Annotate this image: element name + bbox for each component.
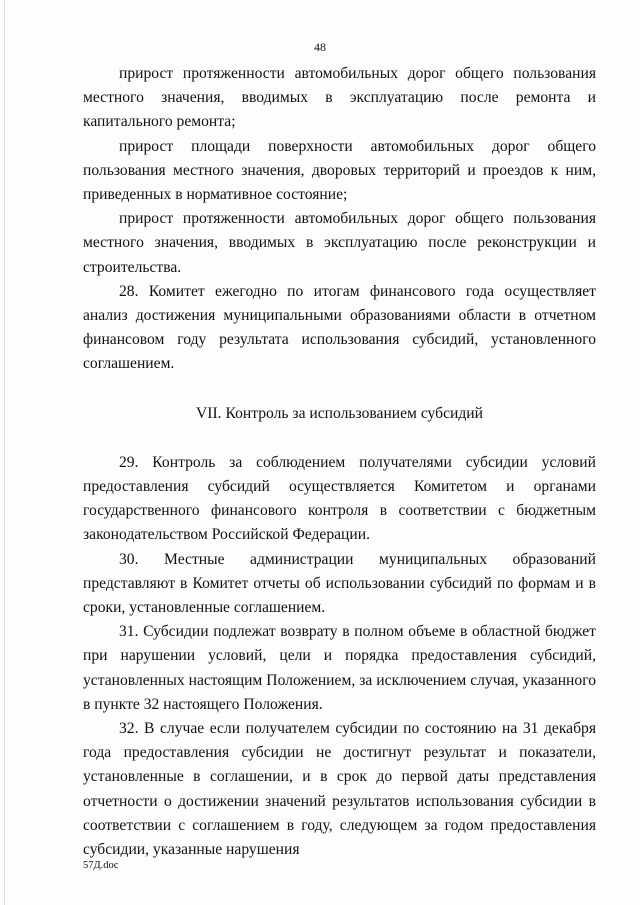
document-body <box>83 62 596 862</box>
section-heading: VII. Контроль за использованием субсидий <box>196 404 483 422</box>
paragraph-road-repair: прирост протяженности автомобильных дорог общего пользования местного значения, вводимых в эксплуатацию после ремонта и капитального ремонта; <box>83 65 596 131</box>
paragraph-30: 30. Местные администрации муниципальных образований представляют в Комитет отчеты об использовании субсидий по формам и в сроки, установленные соглашением. <box>83 550 596 617</box>
paragraph-road-construction: прирост протяженности автомобильных дорог общего пользования местного значения, вводимых в эксплуатацию после реконструкции и строительства. <box>83 210 596 276</box>
paragraph-32: 32. В случае если получателем субсидии по состоянию на 31 декабря года предоставления субсидии не достигнут результат и показатели, установленные в соглашении, и в срок до первой даты представления отчетности о достижении значений результатов использования субсидии в соответствии с соглашением в году, следующем за годом предоставления субсидии, указанные нарушения <box>83 720 596 859</box>
scan-edge <box>4 0 5 905</box>
paragraph-road-surface: прирост площади поверхности автомобильных дорог общего пользования местного значения, дворовых территорий и проездов к ним, приведенных в нормативное состояние; <box>83 137 596 204</box>
paragraph-28: 28. Комитет ежегодно по итогам финансового года осуществляет анализ достижения муниципальными образованиями области в отчетном финансовом году результата использования субсидий, установленного соглашением. <box>83 282 596 373</box>
footer-filename: 57Д.doc <box>83 860 119 871</box>
page-number: 48 <box>314 40 326 54</box>
paragraph-29: 29. Контроль за соблюдением получателями субсидии условий предоставления субсидий осуществляется Комитетом и органами государственного финансового контроля в соответствии с бюджетным законодательством Российской Федерации. <box>83 453 596 544</box>
paragraph-31: 31. Субсидии подлежат возврату в полном объеме в областной бюджет при нарушении условий, цели и порядка предоставления субсидий, установленных настоящим Положением, за исключением случая, указанного в пункте 32 настоящего Положения. <box>83 623 596 713</box>
